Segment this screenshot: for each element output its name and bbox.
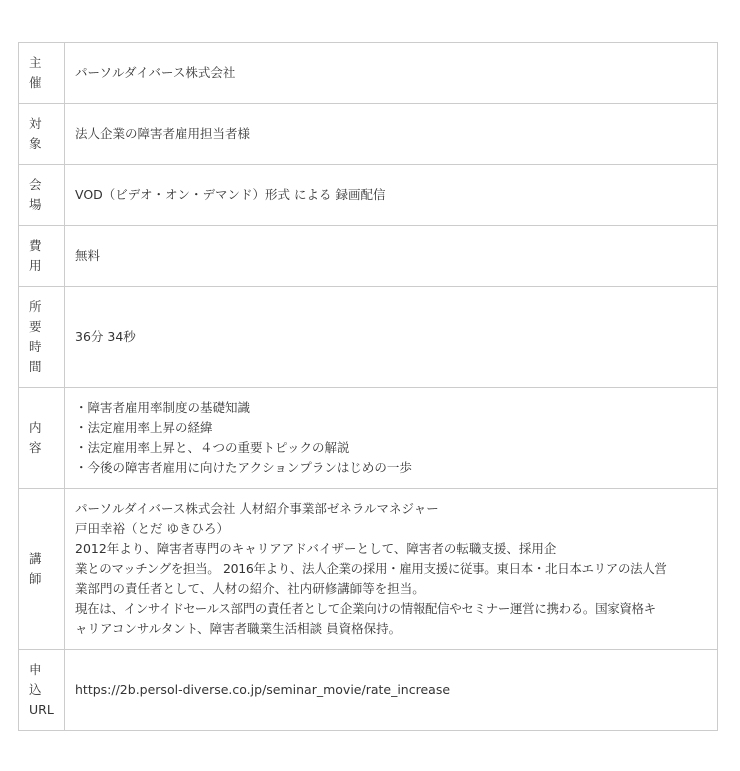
label-char: 申: [29, 662, 42, 677]
value-application-url[interactable]: [65, 650, 718, 731]
application-url-link[interactable]: https://2b.persol-diverse.co.jp/seminar_movie/rate_increase: [75, 682, 451, 697]
label-organizer: [19, 43, 65, 104]
row-content: [19, 388, 718, 489]
label-char: 要: [29, 319, 42, 334]
value-line: VOD（ビデオ・オン・デマンド）形式 による 録画配信: [75, 187, 386, 202]
label-char: 費: [29, 238, 42, 253]
value-organizer: [65, 43, 718, 104]
label-char: 間: [29, 359, 42, 374]
label-content: [19, 388, 65, 489]
label-char: URL: [29, 702, 54, 717]
content-item: ・法定雇用率上昇と、４つの重要トピックの解説: [75, 440, 350, 455]
label-char: 内: [29, 420, 42, 435]
row-target: [19, 104, 718, 165]
label-char: 会: [29, 177, 42, 192]
speaker-line: 2012年より、障害者専門のキャリアアドバイザーとして、障害者の転職支援、採用企: [75, 541, 557, 556]
row-venue: [19, 165, 718, 226]
label-char: 講: [29, 551, 42, 566]
label-char: 師: [29, 571, 42, 586]
label-target: [19, 104, 65, 165]
value-line: 法人企業の障害者雇用担当者様: [75, 126, 251, 141]
value-speaker: [65, 489, 718, 650]
label-application-url: [19, 650, 65, 731]
speaker-line: ャリアコンサルタント、障害者職業生活相談 員資格保持。: [75, 621, 402, 636]
row-application-url: [19, 650, 718, 731]
value-duration: [65, 287, 718, 388]
label-char: 対: [29, 116, 42, 131]
label-char: 所: [29, 299, 42, 314]
value-target: [65, 104, 718, 165]
speaker-line: 業とのマッチングを担当。 2016年より、法人企業の採用・雇用支援に従事。東日本・北日本エリアの法人営: [75, 561, 667, 576]
label-char: 用: [29, 258, 42, 273]
speaker-line: 現在は、インサイドセールス部門の責任者として企業向けの情報配信やセミナー運営に携わる。国家資格キ: [75, 601, 656, 616]
value-line: パーソルダイバース株式会社: [75, 65, 236, 80]
speaker-line: 戸田幸裕（とだ ゆきひろ）: [75, 521, 229, 536]
label-char: 容: [29, 440, 42, 455]
label-venue: [19, 165, 65, 226]
row-organizer: [19, 43, 718, 104]
seminar-info-table: [18, 42, 718, 731]
label-char: 場: [29, 197, 42, 212]
row-speaker: [19, 489, 718, 650]
label-fee: [19, 226, 65, 287]
label-char: 主: [29, 55, 42, 70]
content-item: ・障害者雇用率制度の基礎知識: [75, 400, 251, 415]
value-venue: [65, 165, 718, 226]
row-duration: [19, 287, 718, 388]
label-char: 時: [29, 339, 42, 354]
value-fee: [65, 226, 718, 287]
label-char: 催: [29, 75, 42, 90]
content-item: ・今後の障害者雇用に向けたアクションプランはじめの一歩: [75, 460, 412, 475]
content-item: ・法定雇用率上昇の経緯: [75, 420, 213, 435]
label-duration: [19, 287, 65, 388]
label-speaker: [19, 489, 65, 650]
value-line: 36分 34秒: [75, 329, 136, 344]
value-content: [65, 388, 718, 489]
label-char: 象: [29, 136, 42, 151]
speaker-line: 業部門の責任者として、人材の紹介、社内研修講師等を担当。: [75, 581, 425, 596]
label-char: 込: [29, 682, 42, 697]
row-fee: [19, 226, 718, 287]
speaker-line: パーソルダイバース株式会社 人材紹介事業部ゼネラルマネジャー: [75, 501, 439, 516]
value-line: 無料: [75, 248, 101, 263]
